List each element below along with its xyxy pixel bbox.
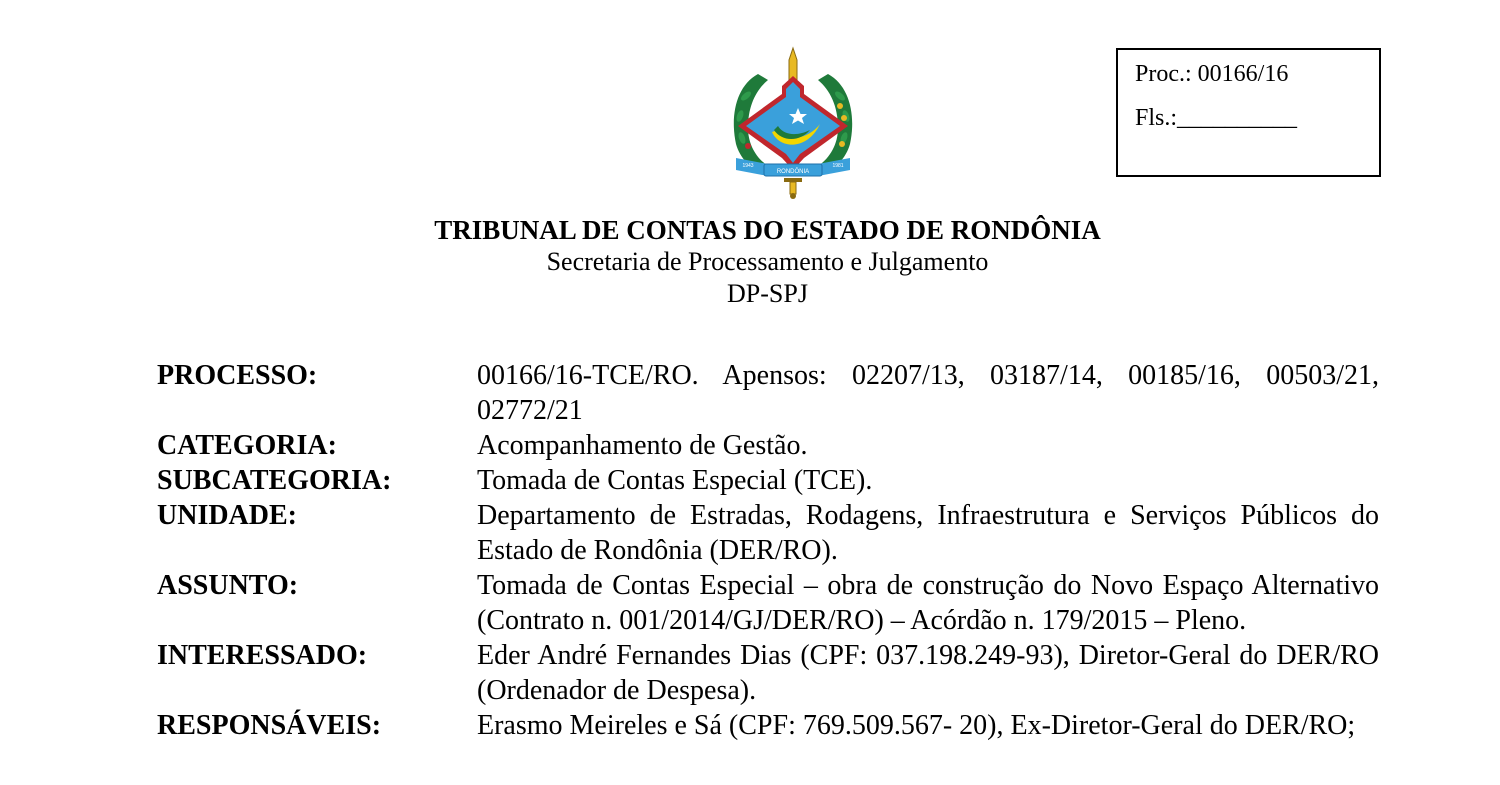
field-label: SUBCATEGORIA: bbox=[157, 465, 392, 496]
folios-field: Fls.:__________ bbox=[1135, 105, 1298, 131]
field-label: PROCESSO: bbox=[157, 360, 318, 391]
field-responsaveis bbox=[157, 708, 1379, 743]
field-label: CATEGORIA: bbox=[157, 430, 337, 461]
field-unidade bbox=[157, 498, 1379, 568]
page-title: TRIBUNAL DE CONTAS DO ESTADO DE RONDÔNIA bbox=[434, 215, 1101, 245]
field-value: Tomada de Contas Especial – obra de construção do Novo Espaço Alternativo (Contrato n. 001/2014/GJ/DER/RO) – Acórdão n. 179/2015 – Pleno. bbox=[477, 570, 1379, 636]
field-label: INTERESSADO: bbox=[157, 640, 368, 671]
field-processo bbox=[157, 358, 1379, 428]
field-value: Eder André Fernandes Dias (CPF: 037.198.249-93), Diretor-Geral do DER/RO (Ordenador de Despesa). bbox=[477, 640, 1379, 706]
svg-text:1981: 1981 bbox=[832, 163, 844, 169]
process-number: Proc.: 00166/16 bbox=[1135, 61, 1289, 87]
field-value: Acompanhamento de Gestão. bbox=[477, 430, 808, 461]
field-label: UNIDADE: bbox=[157, 500, 297, 531]
department-code: DP-SPJ bbox=[727, 279, 808, 308]
field-interessado bbox=[157, 638, 1379, 708]
process-stamp-box bbox=[1116, 48, 1381, 177]
field-value: 00166/16-TCE/RO. Apensos: 02207/13, 03187/14, 00185/16, 00503/21, 02772/21 bbox=[477, 360, 1379, 426]
field-value: Tomada de Contas Especial (TCE). bbox=[477, 465, 873, 496]
page-subtitle: Secretaria de Processamento e Julgamento bbox=[546, 247, 989, 276]
field-assunto bbox=[157, 568, 1379, 638]
svg-text:1943: 1943 bbox=[742, 163, 754, 169]
field-value: Departamento de Estradas, Rodagens, Infraestrutura e Serviços Públicos do Estado de Rondônia (DER/RO). bbox=[477, 500, 1379, 566]
rondonia-coat-of-arms-icon bbox=[728, 46, 858, 200]
field-label: ASSUNTO: bbox=[157, 570, 299, 601]
field-categoria bbox=[157, 428, 1379, 463]
field-value: Erasmo Meireles e Sá (CPF: 769.509.567- 20), Ex-Diretor-Geral do DER/RO; bbox=[477, 710, 1356, 741]
field-subcategoria bbox=[157, 463, 1379, 498]
field-label: RESPONSÁVEIS: bbox=[157, 710, 382, 741]
process-fields bbox=[157, 358, 1379, 743]
svg-text:RONDÔNIA: RONDÔNIA bbox=[776, 169, 810, 175]
